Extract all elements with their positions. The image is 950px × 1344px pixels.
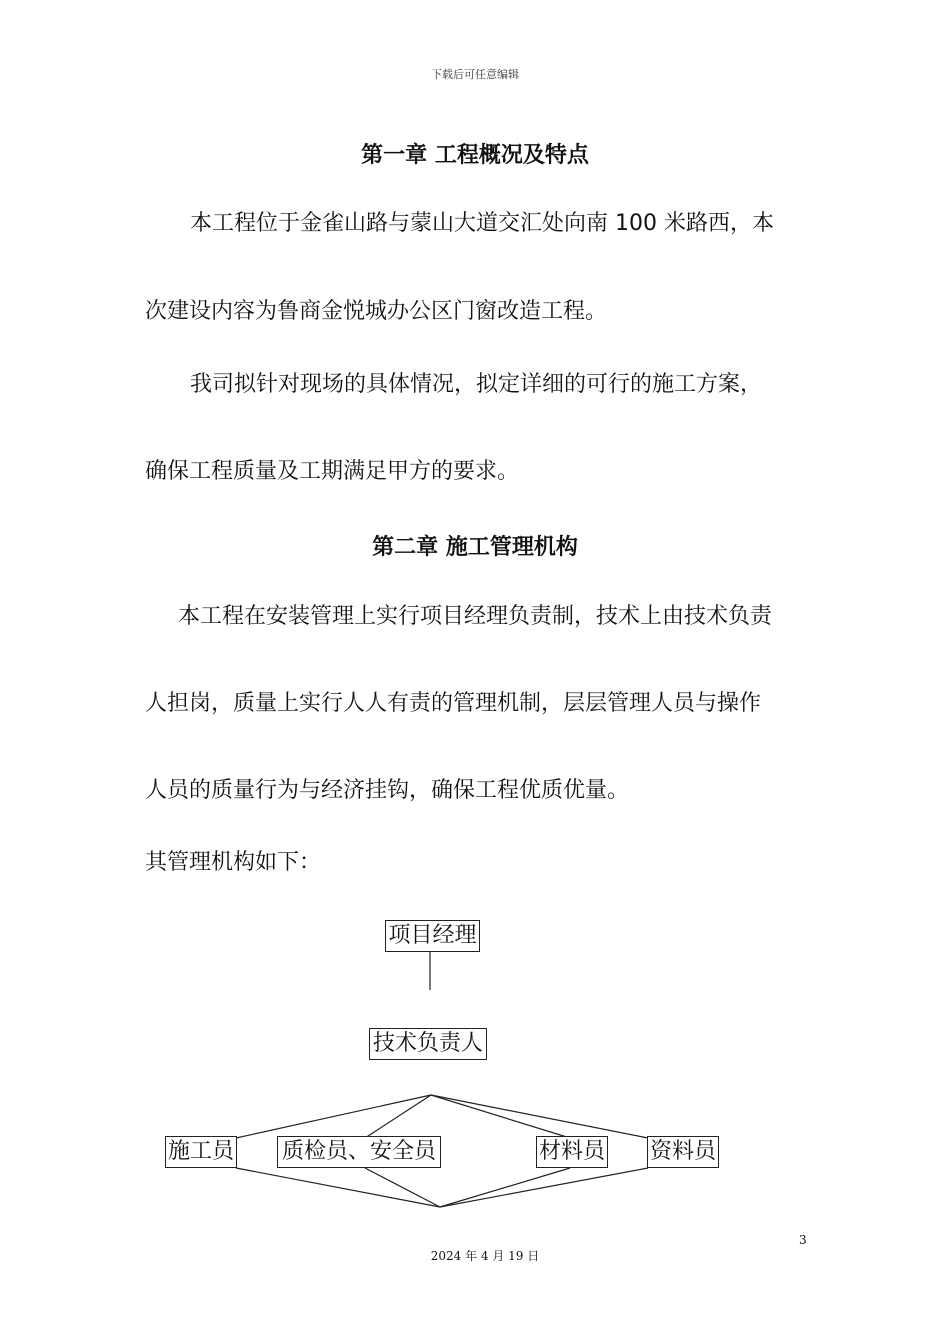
chapter1-para2-line1: 我司拟针对现场的具体情况，拟定详细的可行的施工方案，: [190, 372, 763, 397]
org-node-documents-staff: 资料员: [647, 1136, 719, 1168]
connector-top-staff4: [431, 1095, 648, 1138]
connector-top-staff3: [431, 1095, 570, 1138]
chapter2-para1-line1: 本工程在安装管理上实行项目经理负责制，技术上由技术负责: [178, 604, 773, 629]
org-node-project-manager: 项目经理: [385, 920, 480, 952]
chapter1-para1-line1: 本工程位于金雀山路与蒙山大道交汇处向南 100 米路西，本: [190, 211, 774, 236]
footer-date: 2024 年 4 月 19 日: [430, 1249, 540, 1263]
connector-bottom-staff4: [440, 1168, 648, 1207]
org-node-tech-lead: 技术负责人: [369, 1028, 487, 1060]
chapter1-para2-line2: 确保工程质量及工期满足甲方的要求。: [145, 459, 520, 484]
connector-bottom-staff3: [440, 1168, 570, 1207]
org-node-quality-safety-staff: 质检员、安全员: [277, 1136, 441, 1168]
chapter1-para1-line2: 次建设内容为鲁商金悦城办公区门窗改造工程。: [145, 299, 608, 324]
chapter2-para1-line2: 人担岗，质量上实行人人有责的管理机制，层层管理人员与操作: [145, 691, 762, 716]
org-node-construction-staff: 施工员: [165, 1136, 237, 1168]
connector-top-staff1: [236, 1095, 431, 1138]
org-node-materials-staff: 材料员: [536, 1136, 608, 1168]
chapter2-title: 第二章 施工管理机构: [372, 535, 578, 560]
page-header-note: 下载后可任意编辑: [431, 68, 519, 81]
page-number: 3: [799, 1233, 807, 1247]
connector-bottom-staff1: [236, 1168, 440, 1207]
chapter2-intro: 其管理机构如下：: [145, 850, 322, 875]
connector-top-staff2: [365, 1095, 431, 1138]
chapter2-para1-line3: 人员的质量行为与经济挂钩，确保工程优质优量。: [145, 778, 630, 803]
chapter1-title: 第一章 工程概况及特点: [361, 143, 589, 168]
connector-bottom-staff2: [365, 1168, 440, 1207]
